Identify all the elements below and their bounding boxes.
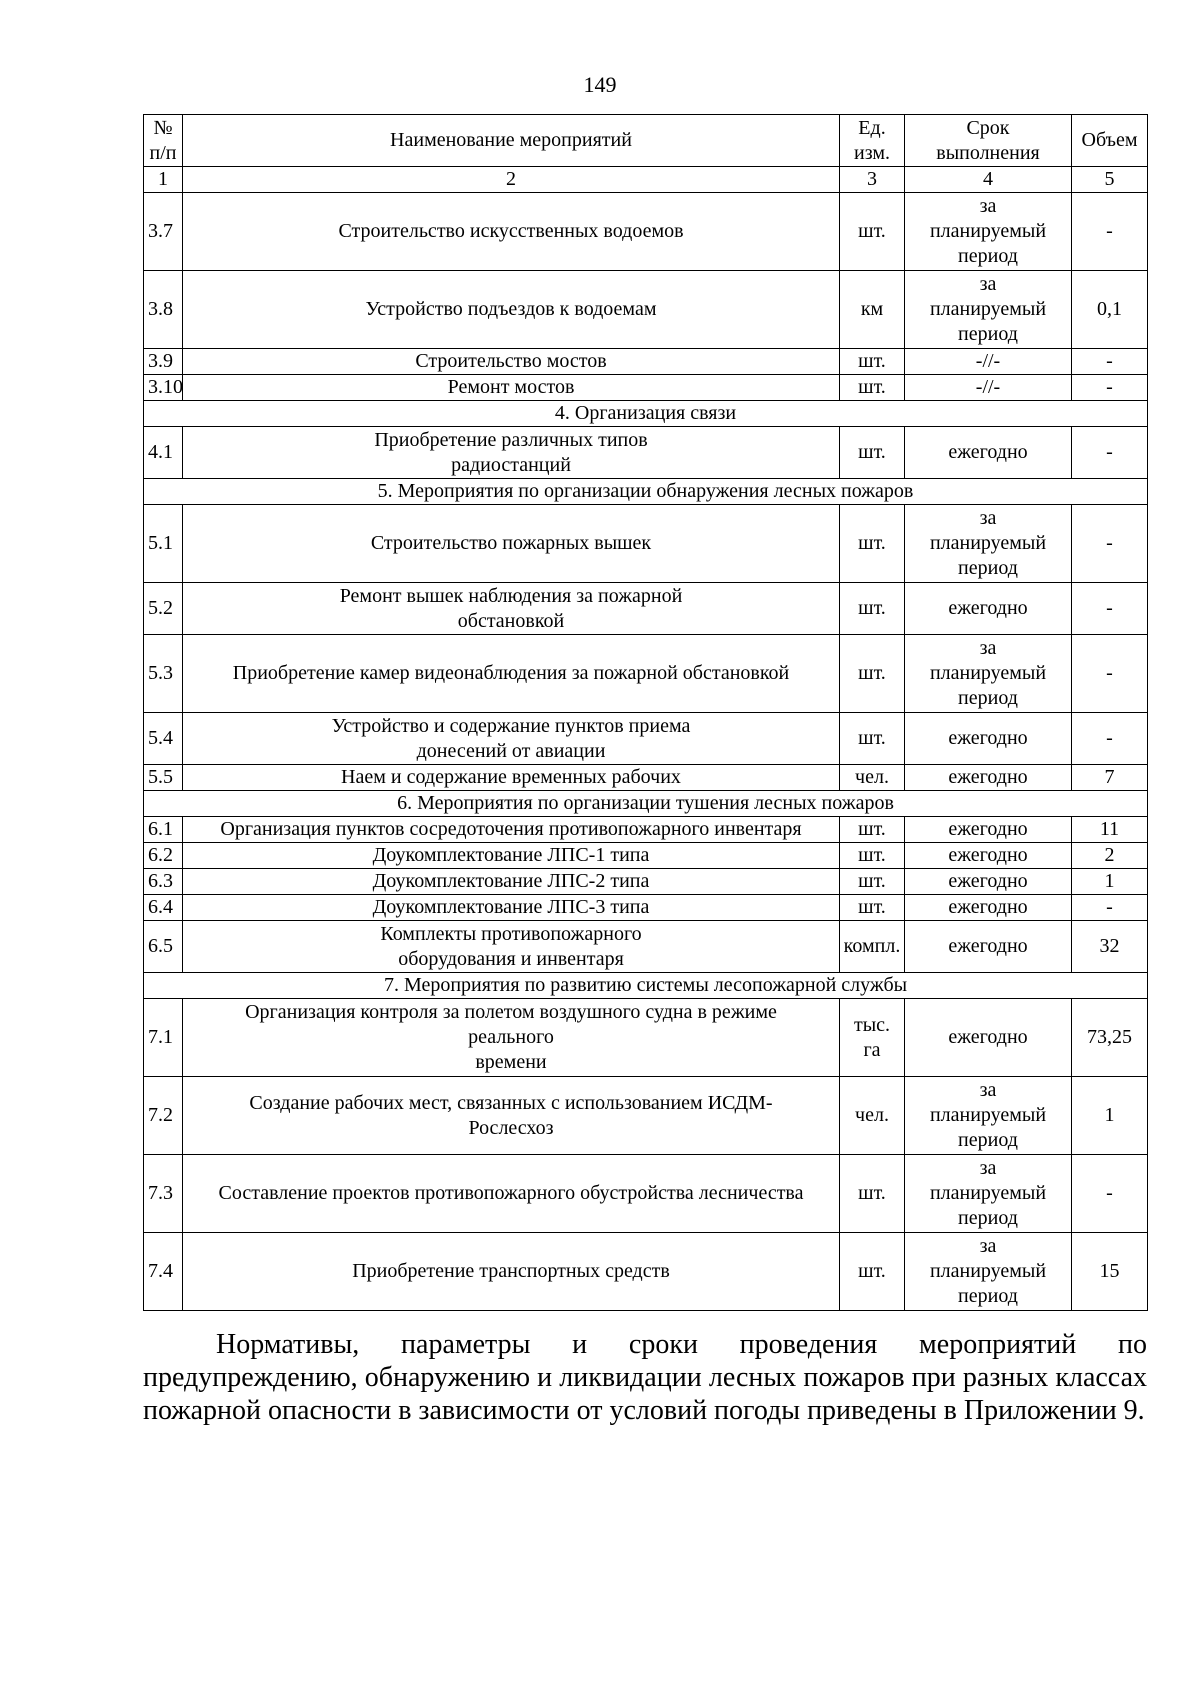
cell-volume: - (1072, 193, 1148, 271)
cell-name: Устройство и содержание пунктов приема донесений от авиации (183, 713, 840, 765)
section-row (144, 973, 1148, 999)
cell-num: 3.8 (144, 271, 183, 349)
table-row (144, 869, 1148, 895)
cell-unit: шт. (840, 1155, 905, 1233)
cell-volume: 0,1 (1072, 271, 1148, 349)
cell-unit: км (840, 271, 905, 349)
cell-name: Доукомплектование ЛПС-1 типа (183, 843, 840, 869)
table-row (144, 1155, 1148, 1233)
header-term: Срок выполнения (905, 115, 1072, 167)
measures-table (143, 114, 1148, 1311)
table-row (144, 375, 1148, 401)
cell-term: ежегодно (905, 921, 1072, 973)
cell-unit: шт. (840, 505, 905, 583)
header-name: Наименование мероприятий (183, 115, 840, 167)
cell-num: 5.5 (144, 765, 183, 791)
table-row (144, 193, 1148, 271)
table-row (144, 817, 1148, 843)
cell-unit: шт. (840, 349, 905, 375)
cell-volume: - (1072, 349, 1148, 375)
cell-volume: 1 (1072, 1077, 1148, 1155)
section-row (144, 791, 1148, 817)
cell-num: 6.4 (144, 895, 183, 921)
cell-volume: 73,25 (1072, 999, 1148, 1077)
table-row (144, 427, 1148, 479)
cell-num: 6.3 (144, 869, 183, 895)
cell-unit: шт. (840, 375, 905, 401)
table-header-row (144, 115, 1148, 167)
cell-term: за планируемый период (905, 1155, 1072, 1233)
header-unit: Ед. изм. (840, 115, 905, 167)
cell-name: Создание рабочих мест, связанных с использованием ИСДМ- Рослесхоз (183, 1077, 840, 1155)
cell-name: Приобретение различных типов радиостанций (183, 427, 840, 479)
cell-num: 7.1 (144, 999, 183, 1077)
cell-num: 5.3 (144, 635, 183, 713)
cell-name: Организация пунктов сосредоточения противопожарного инвентаря (183, 817, 840, 843)
cell-volume: - (1072, 583, 1148, 635)
cell-name: Строительство искусственных водоемов (183, 193, 840, 271)
cell-num: 6.5 (144, 921, 183, 973)
colnum-3: 3 (840, 167, 905, 193)
cell-volume: 7 (1072, 765, 1148, 791)
cell-name: Приобретение камер видеонаблюдения за пожарной обстановкой (183, 635, 840, 713)
header-volume: Объем (1072, 115, 1148, 167)
cell-unit: компл. (840, 921, 905, 973)
colnum-5: 5 (1072, 167, 1148, 193)
cell-volume: - (1072, 505, 1148, 583)
cell-term: за планируемый период (905, 1233, 1072, 1311)
cell-term: за планируемый период (905, 193, 1072, 271)
table-row (144, 713, 1148, 765)
cell-num: 3.9 (144, 349, 183, 375)
cell-unit: шт. (840, 635, 905, 713)
table-row (144, 765, 1148, 791)
cell-num: 5.1 (144, 505, 183, 583)
cell-num: 4.1 (144, 427, 183, 479)
page-number: 149 (583, 72, 617, 97)
cell-term: ежегодно (905, 999, 1072, 1077)
cell-name: Организация контроля за полетом воздушного судна в режиме реального времени (183, 999, 840, 1077)
cell-num: 5.4 (144, 713, 183, 765)
cell-name: Приобретение транспортных средств (183, 1233, 840, 1311)
table-row (144, 999, 1148, 1077)
section-title: 4. Организация связи (144, 401, 1148, 427)
cell-term: за планируемый период (905, 271, 1072, 349)
table-row (144, 349, 1148, 375)
table-row (144, 843, 1148, 869)
table-row (144, 1077, 1148, 1155)
cell-term: ежегодно (905, 583, 1072, 635)
cell-unit: чел. (840, 765, 905, 791)
cell-unit: шт. (840, 1233, 905, 1311)
table-row (144, 921, 1148, 973)
cell-unit: шт. (840, 895, 905, 921)
section-row (144, 479, 1148, 505)
table-row (144, 271, 1148, 349)
cell-unit: шт. (840, 193, 905, 271)
cell-term: ежегодно (905, 713, 1072, 765)
cell-unit: шт. (840, 869, 905, 895)
cell-term: за планируемый период (905, 505, 1072, 583)
cell-volume: - (1072, 375, 1148, 401)
cell-volume: - (1072, 427, 1148, 479)
cell-volume: - (1072, 1155, 1148, 1233)
section-row (144, 401, 1148, 427)
cell-name: Строительство мостов (183, 349, 840, 375)
cell-volume: - (1072, 895, 1148, 921)
cell-term: ежегодно (905, 427, 1072, 479)
cell-num: 7.4 (144, 1233, 183, 1311)
cell-unit: тыс. га (840, 999, 905, 1077)
cell-unit: шт. (840, 583, 905, 635)
cell-unit: чел. (840, 1077, 905, 1155)
cell-volume: 11 (1072, 817, 1148, 843)
note-paragraph: Нормативы, параметры и сроки проведения мероприятий по предупреждению, обнаружению и ликвидации лесных пожаров при разных классах пожарной опасности в зависимости от условий погоды приведены в Приложении 9. (143, 1329, 1147, 1426)
cell-num: 7.2 (144, 1077, 183, 1155)
table-row (144, 635, 1148, 713)
cell-term: за планируемый период (905, 1077, 1072, 1155)
cell-name: Доукомплектование ЛПС-2 типа (183, 869, 840, 895)
cell-term: ежегодно (905, 843, 1072, 869)
cell-unit: шт. (840, 817, 905, 843)
cell-num: 7.3 (144, 1155, 183, 1233)
colnum-4: 4 (905, 167, 1072, 193)
cell-num: 6.1 (144, 817, 183, 843)
cell-volume: 15 (1072, 1233, 1148, 1311)
cell-term: ежегодно (905, 869, 1072, 895)
cell-num: 5.2 (144, 583, 183, 635)
cell-term: -//- (905, 349, 1072, 375)
cell-name: Доукомплектование ЛПС-3 типа (183, 895, 840, 921)
table-row (144, 1233, 1148, 1311)
cell-term: за планируемый период (905, 635, 1072, 713)
cell-name: Ремонт мостов (183, 375, 840, 401)
cell-volume: - (1072, 635, 1148, 713)
cell-volume: 1 (1072, 869, 1148, 895)
section-title: 6. Мероприятия по организации тушения лесных пожаров (144, 791, 1148, 817)
cell-name: Устройство подъездов к водоемам (183, 271, 840, 349)
cell-num: 6.2 (144, 843, 183, 869)
column-numbers-row (144, 167, 1148, 193)
cell-term: -//- (905, 375, 1072, 401)
cell-num: 3.7 (144, 193, 183, 271)
cell-volume: - (1072, 713, 1148, 765)
header-num: № п/п (144, 115, 183, 167)
cell-term: ежегодно (905, 895, 1072, 921)
cell-volume: 32 (1072, 921, 1148, 973)
cell-name: Ремонт вышек наблюдения за пожарной обстановкой (183, 583, 840, 635)
table-row (144, 583, 1148, 635)
cell-num: 3.10 (144, 375, 183, 401)
table-row (144, 895, 1148, 921)
cell-name: Составление проектов противопожарного обустройства лесничества (183, 1155, 840, 1233)
cell-unit: шт. (840, 713, 905, 765)
table-row (144, 505, 1148, 583)
cell-unit: шт. (840, 427, 905, 479)
cell-unit: шт. (840, 843, 905, 869)
cell-term: ежегодно (905, 817, 1072, 843)
cell-name: Наем и содержание временных рабочих (183, 765, 840, 791)
cell-name: Строительство пожарных вышек (183, 505, 840, 583)
cell-term: ежегодно (905, 765, 1072, 791)
colnum-1: 1 (144, 167, 183, 193)
cell-name: Комплекты противопожарного оборудования и инвентаря (183, 921, 840, 973)
section-title: 7. Мероприятия по развитию системы лесопожарной службы (144, 973, 1148, 999)
colnum-2: 2 (183, 167, 840, 193)
section-title: 5. Мероприятия по организации обнаружения лесных пожаров (144, 479, 1148, 505)
cell-volume: 2 (1072, 843, 1148, 869)
